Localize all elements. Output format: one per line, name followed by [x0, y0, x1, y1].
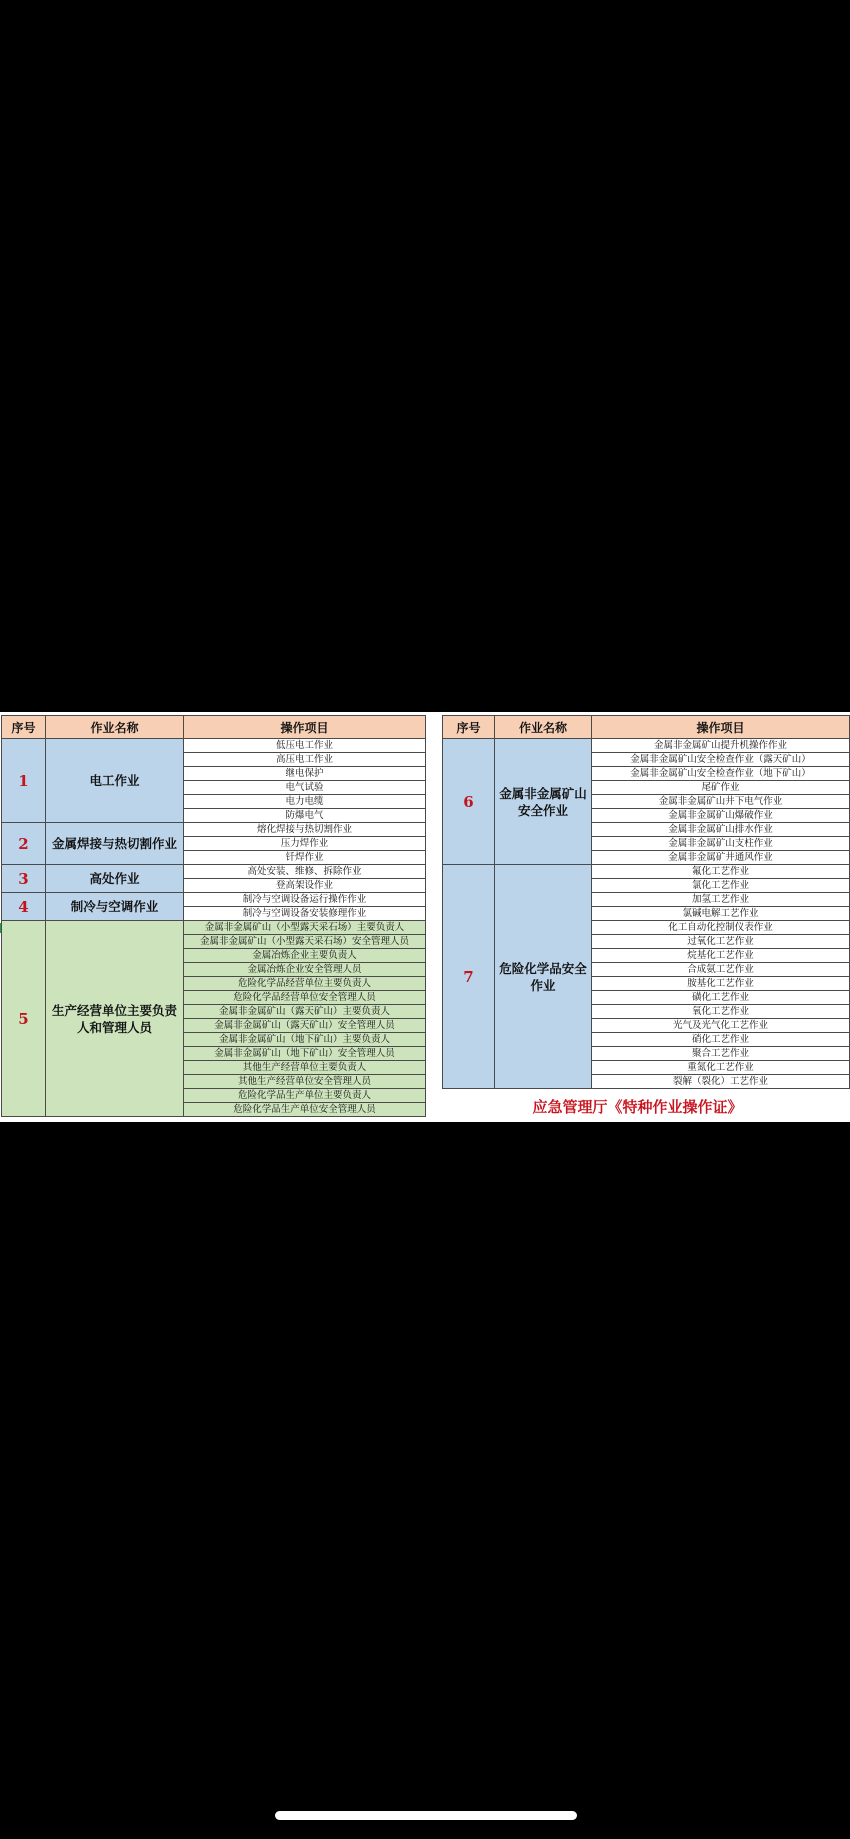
operation-item: 危险化学品生产单位安全管理人员 — [184, 1103, 426, 1117]
header-index: 序号 — [2, 716, 46, 739]
group-number: 2 — [2, 823, 46, 865]
table-row — [443, 865, 850, 879]
operation-item: 化工自动化控制仪表作业 — [592, 921, 850, 935]
table-row — [443, 739, 850, 753]
operation-item: 金属非金属矿山（露天矿山）主要负责人 — [184, 1005, 426, 1019]
right-header-row — [443, 716, 850, 739]
operation-item: 裂解（裂化）工艺作业 — [592, 1075, 850, 1089]
operation-item: 金属非金属矿山（小型露天采石场）主要负责人 — [184, 921, 426, 935]
group-job-name: 金属焊接与热切割作业 — [46, 823, 184, 865]
operation-item: 金属非金属矿山安全检查作业（露天矿山） — [592, 753, 850, 767]
group-job-name: 危险化学品安全作业 — [495, 865, 592, 1089]
header-job-name: 作业名称 — [46, 716, 184, 739]
operation-item: 金属非金属矿井通风作业 — [592, 851, 850, 865]
operation-item: 危险化学品经营单位安全管理人员 — [184, 991, 426, 1005]
operation-item: 合成氨工艺作业 — [592, 963, 850, 977]
group-number: 6 — [443, 739, 495, 865]
group-number: 1 — [2, 739, 46, 823]
operation-item: 其他生产经营单位安全管理人员 — [184, 1075, 426, 1089]
operation-item: 金属非金属矿山（地下矿山）主要负责人 — [184, 1033, 426, 1047]
operation-item: 危险化学品经营单位主要负责人 — [184, 977, 426, 991]
operation-item: 金属非金属矿山（小型露天采石场）安全管理人员 — [184, 935, 426, 949]
group-number: 5 — [2, 921, 46, 1117]
operation-item: 危险化学品生产单位主要负责人 — [184, 1089, 426, 1103]
footer-caption: 应急管理厅《特种作业操作证》 — [426, 1093, 849, 1119]
operation-item: 过氧化工艺作业 — [592, 935, 850, 949]
right-table-body — [443, 716, 850, 1089]
operation-item: 金属非金属矿山排水作业 — [592, 823, 850, 837]
operation-item: 硝化工艺作业 — [592, 1033, 850, 1047]
operation-item: 防爆电气 — [184, 809, 426, 823]
operation-item: 加氢工艺作业 — [592, 893, 850, 907]
home-indicator-bar[interactable] — [275, 1811, 577, 1820]
group-number: 4 — [2, 893, 46, 921]
table-row — [2, 865, 426, 879]
operation-item: 高处安装、维修、拆除作业 — [184, 865, 426, 879]
operation-item: 高压电工作业 — [184, 753, 426, 767]
right-table — [442, 715, 850, 1089]
operation-item: 低压电工作业 — [184, 739, 426, 753]
operation-item: 金属非金属矿山（露天矿山）安全管理人员 — [184, 1019, 426, 1033]
operation-item: 电气试验 — [184, 781, 426, 795]
operation-item: 登高架设作业 — [184, 879, 426, 893]
operation-item: 氯碱电解工艺作业 — [592, 907, 850, 921]
group-job-name: 制冷与空调作业 — [46, 893, 184, 921]
group-number: 3 — [2, 865, 46, 893]
operation-item: 继电保护 — [184, 767, 426, 781]
table-row — [2, 893, 426, 907]
header-index: 序号 — [443, 716, 495, 739]
left-table — [1, 715, 426, 1117]
operation-item: 金属非金属矿山安全检查作业（地下矿山） — [592, 767, 850, 781]
header-job-name: 作业名称 — [495, 716, 592, 739]
operation-item: 聚合工艺作业 — [592, 1047, 850, 1061]
operation-item: 其他生产经营单位主要负责人 — [184, 1061, 426, 1075]
operation-item: 光气及光气化工艺作业 — [592, 1019, 850, 1033]
operation-item: 熔化焊接与热切割作业 — [184, 823, 426, 837]
operation-item: 烷基化工艺作业 — [592, 949, 850, 963]
operation-item: 金属非金属矿山爆破作业 — [592, 809, 850, 823]
left-header-row — [2, 716, 426, 739]
table-row — [2, 921, 426, 935]
operation-item: 金属非金属矿山支柱作业 — [592, 837, 850, 851]
operation-item: 金属非金属矿山（地下矿山）安全管理人员 — [184, 1047, 426, 1061]
operation-item: 电力电缆 — [184, 795, 426, 809]
group-job-name: 生产经营单位主要负责人和管理人员 — [46, 921, 184, 1117]
operation-item: 重氮化工艺作业 — [592, 1061, 850, 1075]
certificate-table-sheet — [0, 712, 850, 1122]
operation-item: 金属冶炼企业安全管理人员 — [184, 963, 426, 977]
left-table-body — [2, 716, 426, 1117]
operation-item: 尾矿作业 — [592, 781, 850, 795]
operation-item: 胺基化工艺作业 — [592, 977, 850, 991]
operation-item: 金属非金属矿山提升机操作作业 — [592, 739, 850, 753]
group-job-name: 高处作业 — [46, 865, 184, 893]
operation-item: 磺化工艺作业 — [592, 991, 850, 1005]
operation-item: 氟化工艺作业 — [592, 865, 850, 879]
group-job-name: 电工作业 — [46, 739, 184, 823]
header-operation-item: 操作项目 — [592, 716, 850, 739]
header-operation-item: 操作项目 — [184, 716, 426, 739]
group-job-name: 金属非金属矿山安全作业 — [495, 739, 592, 865]
table-row — [2, 823, 426, 837]
operation-item: 压力焊作业 — [184, 837, 426, 851]
operation-item: 制冷与空调设备运行操作作业 — [184, 893, 426, 907]
table-row — [2, 739, 426, 753]
operation-item: 金属冶炼企业主要负责人 — [184, 949, 426, 963]
operation-item: 氯化工艺作业 — [592, 879, 850, 893]
group-number: 7 — [443, 865, 495, 1089]
operation-item: 氧化工艺作业 — [592, 1005, 850, 1019]
operation-item: 钎焊作业 — [184, 851, 426, 865]
operation-item: 金属非金属矿山井下电气作业 — [592, 795, 850, 809]
operation-item: 制冷与空调设备安装修理作业 — [184, 907, 426, 921]
